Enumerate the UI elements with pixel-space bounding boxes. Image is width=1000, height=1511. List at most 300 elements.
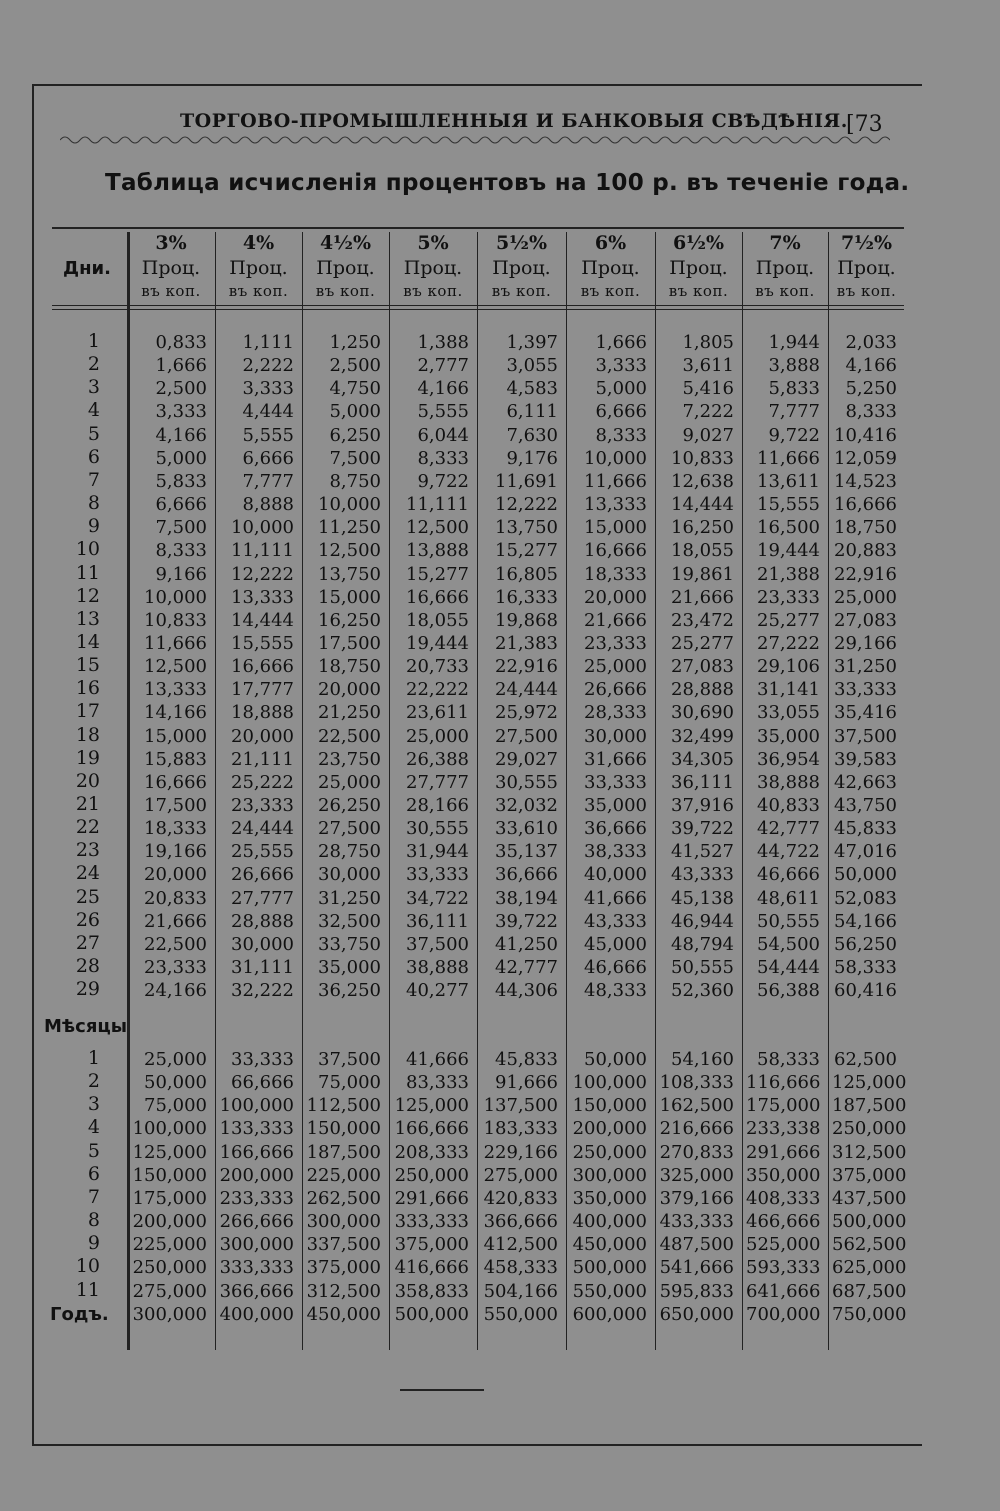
- table-cell: 24,444: [495, 679, 558, 700]
- table-cell: 16,666: [584, 540, 647, 561]
- day-row-label: 25: [75, 886, 100, 908]
- table-cell: 150,000: [306, 1118, 381, 1139]
- table-cell: 1,111: [242, 332, 294, 353]
- table-cell: 34,722: [406, 888, 469, 909]
- table-cell: 5,000: [155, 448, 207, 469]
- table-cell: 600,000: [572, 1304, 647, 1325]
- table-cell: 5,833: [768, 378, 820, 399]
- table-cell: 3,888: [768, 355, 820, 376]
- rate-label: 7½%: [840, 232, 893, 254]
- table-cell: 48,333: [584, 980, 647, 1001]
- table-cell: 4,166: [417, 378, 469, 399]
- table-cell: 44,306: [495, 980, 558, 1001]
- table-cell: 25,000: [144, 1049, 207, 1070]
- table-cell: 6,666: [595, 401, 647, 422]
- table-cell: 687,500: [832, 1281, 907, 1302]
- table-cell: 19,868: [495, 610, 558, 631]
- table-cell: 466,666: [746, 1211, 821, 1232]
- day-row-label: 5: [87, 423, 100, 445]
- table-cell: 43,333: [584, 911, 647, 932]
- column-header: [828, 234, 905, 299]
- table-cell: 250,000: [832, 1118, 907, 1139]
- table-cell: 379,166: [659, 1188, 734, 1209]
- table-cell: 56,250: [834, 934, 897, 955]
- day-row-label: 9: [87, 515, 100, 537]
- table-cell: 43,333: [671, 864, 734, 885]
- table-cell: 12,638: [671, 471, 734, 492]
- table-cell: 20,733: [406, 656, 469, 677]
- table-cell: 175,000: [746, 1095, 821, 1116]
- rate-label: 6%: [594, 232, 627, 254]
- table-cell: 36,111: [406, 911, 469, 932]
- column-header: [477, 234, 566, 299]
- table-cell: 5,250: [845, 378, 897, 399]
- table-cell: 30,555: [406, 818, 469, 839]
- table-cell: 23,333: [231, 795, 294, 816]
- month-row-label: 10: [75, 1255, 100, 1277]
- table-cell: 125,000: [394, 1095, 469, 1116]
- table-cell: 15,000: [584, 517, 647, 538]
- table-cell: 16,666: [231, 656, 294, 677]
- table-cell: 27,083: [834, 610, 897, 631]
- table-cell: 17,500: [144, 795, 207, 816]
- table-cell: 300,000: [306, 1211, 381, 1232]
- table-cell: 46,666: [584, 957, 647, 978]
- table-cell: 8,888: [242, 494, 294, 515]
- column-divider: [302, 232, 303, 1350]
- table-cell: 166,666: [219, 1142, 294, 1163]
- table-cell: 50,000: [584, 1049, 647, 1070]
- table-cell: 5,555: [417, 401, 469, 422]
- months-label: Мѣсяцы: [44, 1016, 128, 1037]
- proc-label: Проц.: [492, 257, 551, 279]
- table-cell: 1,388: [417, 332, 469, 353]
- table-cell: 12,500: [144, 656, 207, 677]
- table-cell: 15,277: [406, 564, 469, 585]
- table-cell: 112,500: [306, 1095, 381, 1116]
- table-cell: 116,666: [746, 1072, 821, 1093]
- table-cell: 14,523: [834, 471, 897, 492]
- table-cell: 42,663: [834, 772, 897, 793]
- table-cell: 500,000: [394, 1304, 469, 1325]
- table-cell: 24,444: [231, 818, 294, 839]
- table-cell: 16,666: [144, 772, 207, 793]
- table-cell: 44,722: [757, 841, 820, 862]
- proc-label: Проц.: [316, 257, 375, 279]
- table-cell: 150,000: [572, 1095, 647, 1116]
- table-cell: 250,000: [572, 1142, 647, 1163]
- table-cell: 21,666: [671, 587, 734, 608]
- table-cell: 350,000: [746, 1165, 821, 1186]
- proc-label: Проц.: [669, 257, 728, 279]
- table-cell: 750,000: [832, 1304, 907, 1325]
- table-cell: 7,222: [682, 401, 734, 422]
- table-cell: 28,888: [671, 679, 734, 700]
- table-cell: 29,027: [495, 749, 558, 770]
- table-cell: 45,000: [584, 934, 647, 955]
- year-row-label: Годъ.: [50, 1304, 109, 1325]
- table-cell: 35,000: [584, 795, 647, 816]
- day-row-label: 13: [75, 608, 100, 630]
- table-cell: 27,777: [406, 772, 469, 793]
- table-cell: 26,250: [318, 795, 381, 816]
- table-cell: 31,141: [757, 679, 820, 700]
- table-cell: 33,750: [318, 934, 381, 955]
- day-row-label: 22: [75, 816, 100, 838]
- table-cell: 17,500: [318, 633, 381, 654]
- table-cell: 30,555: [495, 772, 558, 793]
- table-cell: 41,666: [584, 888, 647, 909]
- table-cell: 32,032: [495, 795, 558, 816]
- table-cell: 24,166: [144, 980, 207, 1001]
- table-cell: 25,277: [757, 610, 820, 631]
- table-cell: 8,333: [417, 448, 469, 469]
- table-cell: 187,500: [832, 1095, 907, 1116]
- table-cell: 7,500: [329, 448, 381, 469]
- table-cell: 420,833: [483, 1188, 558, 1209]
- table-cell: 38,888: [406, 957, 469, 978]
- table-cell: 4,583: [506, 378, 558, 399]
- table-cell: 45,833: [495, 1049, 558, 1070]
- table-cell: 50,555: [757, 911, 820, 932]
- table-cell: 33,333: [834, 679, 897, 700]
- table-cell: 32,500: [318, 911, 381, 932]
- table-cell: 10,833: [144, 610, 207, 631]
- table-cell: 48,611: [757, 888, 820, 909]
- table-cell: 125,000: [832, 1072, 907, 1093]
- table-cell: 15,555: [231, 633, 294, 654]
- table-cell: 23,750: [318, 749, 381, 770]
- table-cell: 33,333: [231, 1049, 294, 1070]
- table-cell: 25,277: [671, 633, 734, 654]
- table-cell: 333,333: [219, 1257, 294, 1278]
- table-cell: 408,333: [746, 1188, 821, 1209]
- table-cell: 312,500: [306, 1281, 381, 1302]
- table-cell: 262,500: [306, 1188, 381, 1209]
- table-cell: 250,000: [132, 1257, 207, 1278]
- table-cell: 458,333: [483, 1257, 558, 1278]
- table-cell: 133,333: [219, 1118, 294, 1139]
- proc-label: Проц.: [581, 257, 640, 279]
- table-cell: 28,888: [231, 911, 294, 932]
- table-cell: 41,666: [406, 1049, 469, 1070]
- table-cell: 437,500: [832, 1188, 907, 1209]
- day-row-label: 27: [75, 932, 100, 954]
- table-cell: 11,250: [318, 517, 381, 538]
- table-cell: 16,250: [318, 610, 381, 631]
- table-cell: 166,666: [394, 1118, 469, 1139]
- table-cell: 37,500: [834, 726, 897, 747]
- table-cell: 15,000: [144, 726, 207, 747]
- table-cell: 562,500: [832, 1234, 907, 1255]
- table-cell: 175,000: [132, 1188, 207, 1209]
- table-cell: 32,499: [671, 726, 734, 747]
- table-cell: 12,059: [834, 448, 897, 469]
- table-cell: 1,250: [329, 332, 381, 353]
- table-cell: 45,833: [834, 818, 897, 839]
- table-cell: 233,333: [219, 1188, 294, 1209]
- table-cell: 108,333: [659, 1072, 734, 1093]
- table-cell: 54,160: [671, 1049, 734, 1070]
- table-cell: 75,000: [318, 1072, 381, 1093]
- table-cell: 25,000: [406, 726, 469, 747]
- table-cell: 10,416: [834, 425, 897, 446]
- table-cell: 18,333: [144, 818, 207, 839]
- table-cell: 6,250: [329, 425, 381, 446]
- table-cell: 16,805: [495, 564, 558, 585]
- table-cell: 2,500: [155, 378, 207, 399]
- table-cell: 30,000: [584, 726, 647, 747]
- table-cell: 20,000: [584, 587, 647, 608]
- table-cell: 25,972: [495, 702, 558, 723]
- table-cell: 5,555: [242, 425, 294, 446]
- table-cell: 40,000: [584, 864, 647, 885]
- column-divider: [215, 232, 216, 1350]
- table-cell: 525,000: [746, 1234, 821, 1255]
- table-cell: 6,111: [506, 401, 558, 422]
- table-cell: 300,000: [132, 1304, 207, 1325]
- column-header: [389, 234, 477, 299]
- table-cell: 375,000: [832, 1165, 907, 1186]
- table-cell: 27,083: [671, 656, 734, 677]
- table-cell: 15,555: [757, 494, 820, 515]
- table-cell: 12,222: [495, 494, 558, 515]
- table-cell: 325,000: [659, 1165, 734, 1186]
- table-cell: 100,000: [219, 1095, 294, 1116]
- table-cell: 58,333: [757, 1049, 820, 1070]
- table-cell: 54,444: [757, 957, 820, 978]
- table-cell: 5,416: [682, 378, 734, 399]
- table-cell: 37,916: [671, 795, 734, 816]
- table-cell: 36,111: [671, 772, 734, 793]
- table-cell: 27,777: [231, 888, 294, 909]
- table-cell: 10,000: [231, 517, 294, 538]
- column-header: [302, 234, 389, 299]
- table-cell: 412,500: [483, 1234, 558, 1255]
- table-cell: 22,500: [144, 934, 207, 955]
- table-cell: 13,333: [144, 679, 207, 700]
- table-top-rule: [52, 227, 904, 229]
- kop-label: въ коп.: [668, 282, 729, 300]
- wavy-rule: [60, 134, 890, 146]
- table-cell: 31,250: [834, 656, 897, 677]
- table-cell: 229,166: [483, 1142, 558, 1163]
- table-cell: 1,944: [768, 332, 820, 353]
- proc-label: Проц.: [755, 257, 815, 279]
- table-cell: 26,388: [406, 749, 469, 770]
- table-cell: 75,000: [144, 1095, 207, 1116]
- month-row-label: 5: [87, 1140, 100, 1162]
- table-cell: 21,666: [584, 610, 647, 631]
- table-cell: 0,833: [155, 332, 207, 353]
- table-cell: 7,777: [242, 471, 294, 492]
- table-cell: 100,000: [572, 1072, 647, 1093]
- day-row-label: 12: [75, 585, 100, 607]
- table-cell: 31,666: [584, 749, 647, 770]
- table-cell: 8,750: [329, 471, 381, 492]
- day-row-label: 6: [87, 446, 100, 468]
- table-cell: 25,000: [834, 587, 897, 608]
- kop-label: въ коп.: [228, 282, 289, 300]
- table-cell: 300,000: [219, 1234, 294, 1255]
- table-cell: 30,000: [231, 934, 294, 955]
- table-cell: 11,111: [231, 540, 294, 561]
- table-cell: 16,333: [495, 587, 558, 608]
- table-cell: 33,055: [757, 702, 820, 723]
- table-cell: 19,166: [144, 841, 207, 862]
- table-cell: 3,055: [506, 355, 558, 376]
- day-row-label: 15: [75, 654, 100, 676]
- table-cell: 366,666: [483, 1211, 558, 1232]
- table-cell: 291,666: [746, 1142, 821, 1163]
- table-cell: 15,277: [495, 540, 558, 561]
- table-cell: 18,055: [671, 540, 734, 561]
- day-row-label: 23: [75, 839, 100, 861]
- table-cell: 18,750: [318, 656, 381, 677]
- table-cell: 7,777: [768, 401, 820, 422]
- table-cell: 16,666: [406, 587, 469, 608]
- table-cell: 162,500: [659, 1095, 734, 1116]
- header-rule: [52, 305, 904, 306]
- table-cell: 11,666: [584, 471, 647, 492]
- page-number: [73: [846, 112, 883, 137]
- table-cell: 19,444: [757, 540, 820, 561]
- table-cell: 21,250: [318, 702, 381, 723]
- month-row-label: 1: [87, 1047, 100, 1069]
- table-cell: 9,722: [417, 471, 469, 492]
- proc-label: Проц.: [141, 257, 201, 279]
- column-header: [215, 234, 302, 299]
- table-cell: 25,555: [231, 841, 294, 862]
- table-cell: 56,388: [757, 980, 820, 1001]
- table-cell: 233,338: [746, 1118, 821, 1139]
- table-cell: 9,166: [155, 564, 207, 585]
- table-cell: 8,333: [595, 425, 647, 446]
- day-row-label: 24: [75, 862, 100, 884]
- month-row-label: 8: [87, 1209, 100, 1231]
- table-cell: 83,333: [406, 1072, 469, 1093]
- table-cell: 26,666: [231, 864, 294, 885]
- table-cell: 25,000: [584, 656, 647, 677]
- table-cell: 15,000: [318, 587, 381, 608]
- kop-label: въ коп.: [836, 282, 897, 300]
- table-cell: 216,666: [659, 1118, 734, 1139]
- table-cell: 208,333: [394, 1142, 469, 1163]
- table-cell: 300,000: [572, 1165, 647, 1186]
- day-row-label: 2: [87, 353, 100, 375]
- table-cell: 36,250: [318, 980, 381, 1001]
- header-rule-double: [52, 309, 904, 310]
- table-cell: 7,500: [155, 517, 207, 538]
- table-cell: 91,666: [495, 1072, 558, 1093]
- table-cell: 27,500: [495, 726, 558, 747]
- column-divider: [828, 232, 829, 1350]
- table-cell: 50,000: [834, 864, 897, 885]
- table-cell: 650,000: [659, 1304, 734, 1325]
- table-cell: 46,944: [671, 911, 734, 932]
- table-cell: 11,666: [757, 448, 820, 469]
- table-cell: 23,333: [584, 633, 647, 654]
- table-cell: 28,333: [584, 702, 647, 723]
- day-row-label: 19: [75, 747, 100, 769]
- column-divider: [477, 232, 478, 1350]
- table-cell: 5,000: [329, 401, 381, 422]
- table-cell: 33,610: [495, 818, 558, 839]
- table-cell: 593,333: [746, 1257, 821, 1278]
- table-cell: 39,583: [834, 749, 897, 770]
- table-cell: 16,250: [671, 517, 734, 538]
- day-row-label: 18: [75, 724, 100, 746]
- table-cell: 416,666: [394, 1257, 469, 1278]
- day-row-label: 7: [87, 469, 100, 491]
- day-row-label: 4: [87, 399, 100, 421]
- kop-label: въ коп.: [755, 282, 815, 300]
- table-cell: 250,000: [394, 1165, 469, 1186]
- proc-label: Проц.: [837, 257, 896, 279]
- table-cell: 47,016: [834, 841, 897, 862]
- rate-label: 4½%: [319, 232, 372, 254]
- closing-rule: [400, 1389, 484, 1391]
- table-cell: 375,000: [306, 1257, 381, 1278]
- table-cell: 42,777: [757, 818, 820, 839]
- rate-label: 3%: [155, 232, 187, 254]
- table-cell: 541,666: [659, 1257, 734, 1278]
- table-cell: 20,000: [231, 726, 294, 747]
- table-cell: 18,888: [231, 702, 294, 723]
- column-divider: [127, 232, 130, 1350]
- table-cell: 200,000: [132, 1211, 207, 1232]
- table-cell: 3,333: [155, 401, 207, 422]
- month-row-label: 3: [87, 1093, 100, 1115]
- table-cell: 225,000: [132, 1234, 207, 1255]
- table-cell: 2,033: [845, 332, 897, 353]
- table-cell: 27,222: [757, 633, 820, 654]
- table-cell: 2,777: [417, 355, 469, 376]
- kop-label: въ коп.: [315, 282, 376, 300]
- month-row-label: 4: [87, 1116, 100, 1138]
- table-cell: 39,722: [671, 818, 734, 839]
- table-cell: 33,333: [406, 864, 469, 885]
- table-cell: 22,916: [495, 656, 558, 677]
- table-cell: 7,630: [506, 425, 558, 446]
- table-cell: 38,194: [495, 888, 558, 909]
- table-cell: 595,833: [659, 1281, 734, 1302]
- kop-label: въ коп.: [580, 282, 641, 300]
- table-cell: 36,954: [757, 749, 820, 770]
- table-cell: 41,250: [495, 934, 558, 955]
- table-cell: 40,277: [406, 980, 469, 1001]
- day-row-label: 14: [75, 631, 100, 653]
- day-row-label: 1: [87, 330, 100, 352]
- table-cell: 28,166: [406, 795, 469, 816]
- kop-label: въ коп.: [403, 282, 463, 300]
- table-cell: 6,666: [242, 448, 294, 469]
- column-header: [566, 234, 655, 299]
- table-cell: 38,333: [584, 841, 647, 862]
- table-cell: 1,805: [682, 332, 734, 353]
- table-cell: 137,500: [483, 1095, 558, 1116]
- day-row-label: 29: [75, 978, 100, 1000]
- column-header: [742, 234, 828, 299]
- table-cell: 35,416: [834, 702, 897, 723]
- table-cell: 150,000: [132, 1165, 207, 1186]
- table-cell: 33,333: [584, 772, 647, 793]
- table-cell: 25,000: [318, 772, 381, 793]
- table-cell: 183,333: [483, 1118, 558, 1139]
- table-cell: 2,222: [242, 355, 294, 376]
- table-cell: 50,000: [144, 1072, 207, 1093]
- table-cell: 12,500: [318, 540, 381, 561]
